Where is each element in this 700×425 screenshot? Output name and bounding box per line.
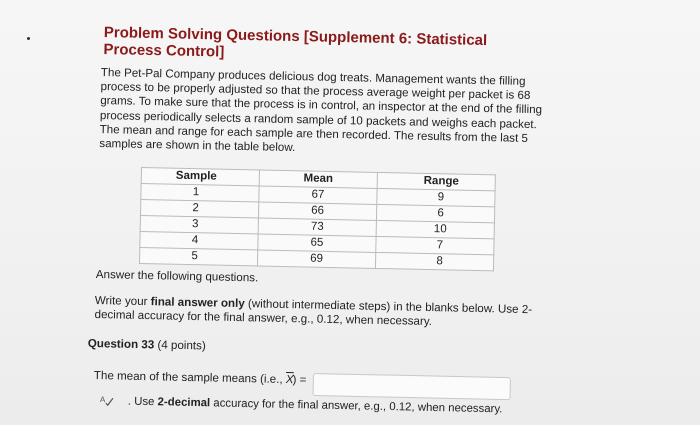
header-sample: Sample (141, 168, 259, 186)
question-header (88, 337, 206, 352)
cell-range: 7 (376, 236, 494, 254)
header-range: Range (377, 172, 495, 190)
cell-mean: 66 (258, 202, 376, 220)
question-points: (4 points) (154, 338, 206, 353)
cell-mean: 73 (258, 218, 376, 236)
cell-mean: 67 (259, 186, 377, 204)
cell-range: 10 (376, 220, 494, 238)
instructions (94, 294, 544, 331)
cell-sample: 5 (139, 247, 257, 265)
cell-mean: 69 (257, 250, 375, 268)
bullet-dot (27, 37, 30, 40)
cell-sample: 1 (141, 184, 259, 202)
instructions-lead: Write your (94, 294, 151, 309)
hint-bold: 2-decimal (157, 396, 211, 410)
answer-input[interactable] (313, 373, 511, 400)
question-text-tail: ) = (292, 373, 307, 387)
problem-intro: The Pet-Pal Company produces delicious dog treats. Management wants the filling process to be properly adjusted so that the process average weight per packet is 68 grams. To make sure that the process is in control, an inspector at the end of the filling process periodically selects a random sample of 10 packets and weighs each packet. The mean and range for each sample are then recorded. The results from the last 5 samples are shown in the table below. (99, 66, 543, 155)
cell-mean: 65 (258, 234, 376, 252)
instructions-rest: (without intermediate steps) in the blanks below. Use 2-decimal accuracy for the final answer, e.g., 0.12, when necessary. (94, 297, 533, 329)
cell-range: 6 (376, 204, 494, 222)
cell-range: 8 (375, 252, 493, 270)
cell-sample: 3 (140, 215, 258, 233)
spellcheck-icon[interactable] (100, 394, 114, 406)
samples-table (139, 167, 496, 271)
answer-prompt: Answer the following questions. (95, 268, 259, 285)
svg-text:A: A (99, 394, 106, 405)
question-label: Question 33 (87, 337, 155, 352)
question-text (94, 369, 307, 386)
hint-rest: accuracy for the final answer, e.g., 0.12, when necessary. (210, 397, 503, 416)
hint-lead: . Use (127, 395, 158, 409)
header-mean: Mean (259, 170, 377, 188)
cell-sample: 4 (140, 231, 258, 249)
cell-range: 9 (377, 188, 495, 206)
cell-sample: 2 (140, 200, 258, 218)
question-text-lead: The mean of the sample means (i.e., (93, 369, 287, 387)
xbar-symbol: $\overline{X}$ (285, 373, 294, 387)
samples-table-wrap (139, 167, 496, 271)
page-title: Problem Solving Questions [Supplement 6: Statistical Process Control] (103, 24, 488, 61)
instructions-bold: final answer only (150, 295, 245, 311)
